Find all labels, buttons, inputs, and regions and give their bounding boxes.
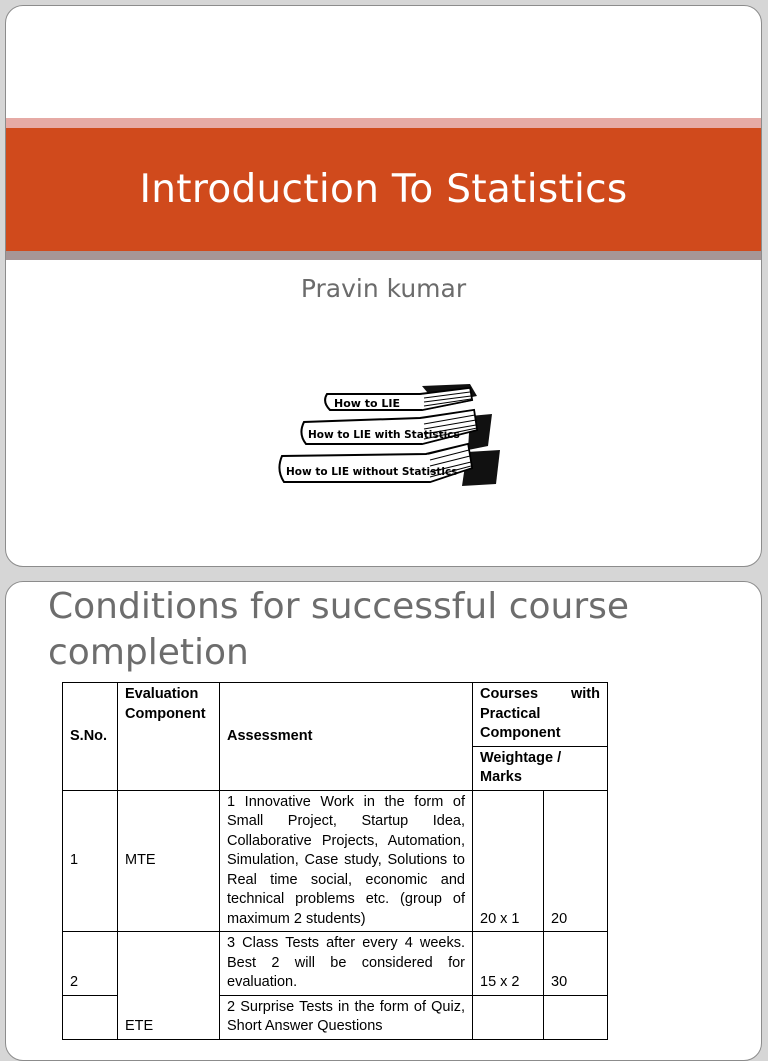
- header-courses: [473, 683, 608, 747]
- book-middle-title: How to LIE with Statistics: [308, 429, 460, 441]
- books-illustration: [272, 374, 502, 492]
- title-band-top: [6, 118, 761, 128]
- table-header-row: [63, 683, 608, 747]
- slide-title: Introduction To Statistics: [139, 167, 628, 212]
- conditions-title: Conditions for successful course completion: [48, 586, 630, 673]
- row3-weightage: [473, 995, 544, 1039]
- row3-marks: [544, 995, 608, 1039]
- header-component: Evaluation Component: [118, 683, 220, 791]
- book-bottom: [279, 444, 472, 482]
- row3-sno: [63, 995, 118, 1039]
- title-band-bottom: [6, 251, 761, 260]
- conditions-slide: [5, 581, 762, 1061]
- row2-assessment: 3 Class Tests after every 4 weeks. Best 2 will be considered for evaluation.: [220, 932, 473, 996]
- book-top: [325, 388, 472, 410]
- row1-marks: 20: [544, 790, 608, 932]
- header-courses-with: with: [571, 686, 600, 702]
- author-name: Pravin kumar: [300, 274, 467, 303]
- row3-assessment: 2 Surprise Tests in the form of Quiz, Short Answer Questions: [220, 995, 473, 1039]
- row1-weightage: 20 x 1: [473, 790, 544, 932]
- title-band: [6, 128, 761, 251]
- row2-component: ETE: [118, 932, 220, 1040]
- book-bottom-title: How to LIE without Statistics: [286, 466, 458, 478]
- header-courses-prefix: Courses: [480, 686, 539, 702]
- row2-marks: 30: [544, 932, 608, 996]
- row1-sno: 1: [63, 790, 118, 932]
- row2-weightage: 15 x 2: [473, 932, 544, 996]
- header-weightage: Weightage / Marks: [473, 746, 608, 790]
- row2-sno: 2: [63, 932, 118, 996]
- evaluation-table: [62, 682, 608, 1040]
- header-assessment: Assessment: [220, 683, 473, 791]
- header-courses-rest: Practical Component: [480, 705, 561, 741]
- table-row: [63, 932, 608, 996]
- title-slide: [5, 5, 762, 567]
- header-sno: S.No.: [63, 683, 118, 791]
- row1-component: MTE: [118, 790, 220, 932]
- book-top-title: How to LIE: [334, 397, 401, 410]
- table-row: [63, 790, 608, 932]
- row1-assessment: 1 Innovative Work in the form of Small Project, Startup Idea, Collaborative Projects, Automation, Simulation, Case study, Solutions to Real time social, economic and technical problems etc. (group of maximum 2 students): [220, 790, 473, 932]
- book-middle: [301, 410, 477, 444]
